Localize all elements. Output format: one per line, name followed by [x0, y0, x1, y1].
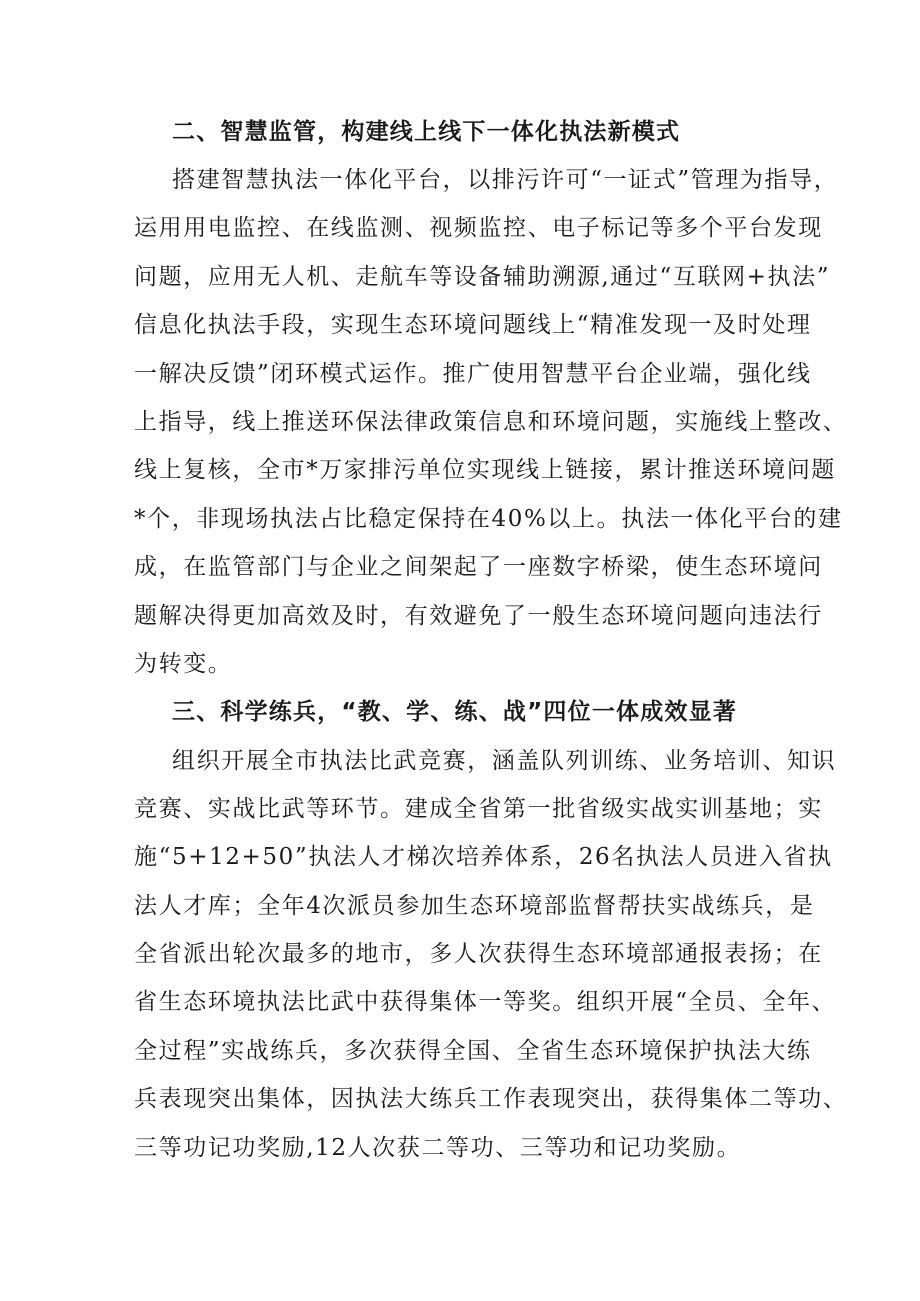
section-2-line: 为转变。: [134, 651, 233, 677]
section-3-line: 竞赛、实战比武等环节。建成全省第一批省级实战实训基地；实: [134, 796, 823, 822]
section-3-line: 全省派出轮次最多的地市，多人次获得生态环境部通报表扬；在: [134, 941, 823, 967]
section-2-line: 信息化执法手段，实现生态环境问题线上“精准发现一及时处理: [134, 312, 812, 338]
section-2-line: 题解决得更加高效及时，有效避免了一般生态环境问题向违法行: [134, 603, 823, 629]
section-3-heading: 三、科学练兵，“教、学、练、战”四位一体成效显著: [172, 699, 738, 725]
section-2-line: 上指导，线上推送环保法律政策信息和环境问题，实施线上整改、: [134, 409, 848, 435]
section-3-line: 施“5+12+50”执法人才梯次培养体系，26名执法人员进入省执: [134, 844, 833, 870]
section-2-line: *个，非现场执法占比稳定保持在40%以上。执法一体化平台的建: [134, 506, 843, 532]
section-3-line: 省生态环境执法比武中获得集体一等奖。组织开展“全员、全年、: [134, 989, 837, 1015]
section-2-line: 一解决反馈”闭环模式运作。推广使用智慧平台企业端，强化线: [134, 361, 812, 387]
section-3-line: 组织开展全市执法比武竞赛，涵盖队列训练、业务培训、知识: [172, 748, 837, 774]
section-2-line: 成，在监管部门与企业之间架起了一座数字桥梁，使生态环境问: [134, 554, 823, 580]
section-2-line: 运用用电监控、在线监测、视频监控、电子标记等多个平台发现: [134, 215, 823, 241]
section-3-line: 三等功记功奖励,12人次获二等功、三等功和记功奖励。: [134, 1135, 742, 1161]
section-2-line: 问题，应用无人机、走航车等设备辅助溯源,通过“互联网+执法”: [134, 264, 831, 290]
section-2-heading: 二、智慧监管，构建线上线下一体化执法新模式: [172, 119, 681, 145]
section-2-line: 线上复核，全市*万家排污单位实现线上链接，累计推送环境问题: [134, 457, 836, 483]
section-3-line: 兵表现突出集体，因执法大练兵工作表现突出，获得集体二等功、: [134, 1086, 848, 1112]
section-2-line: 搭建智慧执法一体化平台，以排污许可“一证式”管理为指导，: [172, 167, 839, 193]
section-3-line: 全过程”实战练兵，多次获得全国、全省生态环境保护执法大练: [134, 1038, 812, 1064]
section-3-line: 法人才库；全年4次派员参加生态环境部监督帮扶实战练兵，是: [134, 893, 815, 919]
